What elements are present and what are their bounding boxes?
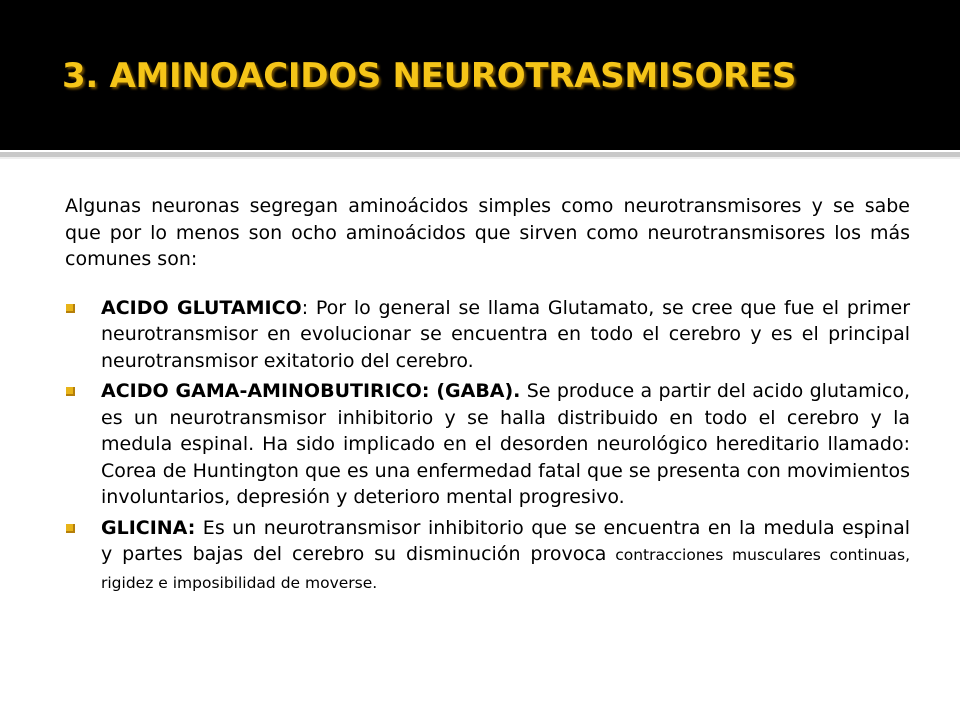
title-divider-highlight: [0, 157, 960, 159]
bullet-acido-glutamico: [65, 295, 910, 375]
intro-paragraph: Algunas neuronas segregan aminoácidos simples como neurotransmisores y se sabe que por lo menos son ocho aminoácidos que sirven como neurotransmisores los más comunes son:: [65, 195, 910, 270]
bullet-gaba: [65, 378, 910, 511]
bullet-text-small: contracciones musculares continuas, rigidez e imposibilidad de moverse.: [101, 546, 911, 592]
square-bullet-icon: [66, 304, 75, 313]
bullet-term: ACIDO GAMA-AMINOBUTIRICO: (GABA).: [101, 380, 521, 402]
slide-body: [65, 193, 910, 600]
bullet-text: Es un neurotransmisor inhibitorio que se encuentra en la medula espinal y partes bajas del cerebro su disminución provoca: [101, 516, 910, 565]
bullet-list: [65, 295, 910, 597]
bullet-term: GLICINA:: [101, 516, 196, 539]
bullet-text: : Por lo general se llama Glutamato, se cree que fue el primer neurotransmisor en evolucionar se encuentra en todo el cerebro y es el principal neurotransmisor exitatorio del cerebro.: [101, 296, 911, 372]
bullet-term: ACIDO GLUTAMICO: [101, 296, 302, 319]
slide-title: 3. AMINOACIDOS NEUROTRASMISORES: [62, 56, 797, 96]
square-bullet-icon: [66, 387, 75, 396]
square-bullet-icon: [66, 524, 75, 533]
bullet-text: Se produce a partir del acido glutamico, es un neurotransmisor inhibitorio y se halla distribuido en todo el cerebro y la medula espinal. Ha sido implicado en el desorden neurológico hereditario llamado: Corea de Huntington que es una enfermedad fatal que se presenta con movimientos involuntarios, depresión y deterioro mental progresivo.: [101, 380, 910, 508]
title-band: [0, 0, 960, 150]
bullet-glicina: [65, 515, 910, 597]
